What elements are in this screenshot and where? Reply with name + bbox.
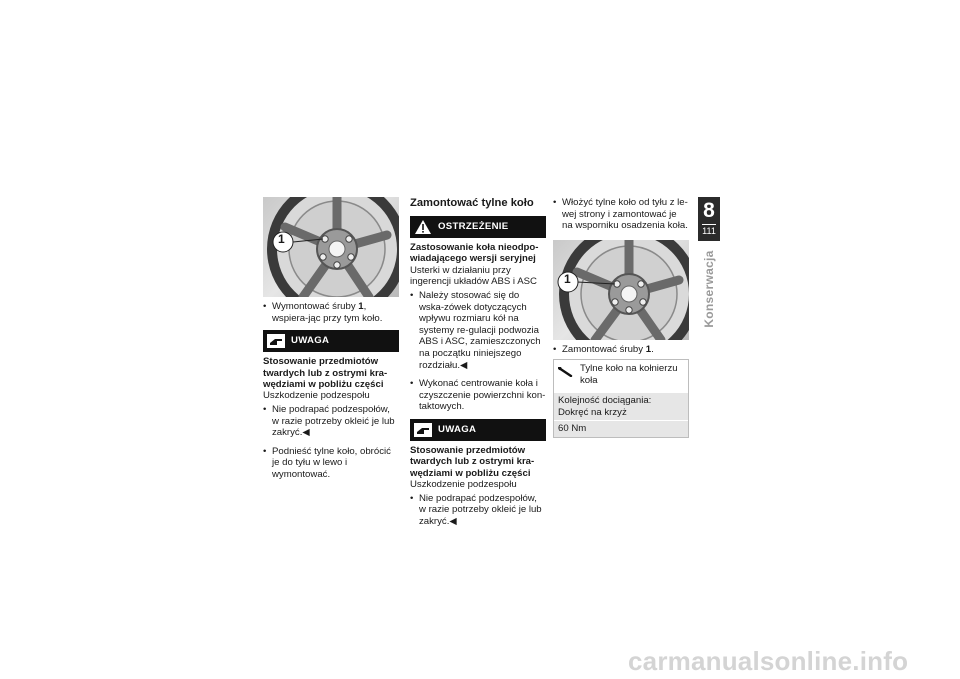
wheel-mounting-photo	[553, 240, 689, 340]
list-item: • Wymontować śruby 1, wspiera-jąc przy tym koło.	[263, 301, 399, 324]
warning-heading: Zastosowanie koła nieodpo-wiadającego wersji seryjnej	[410, 242, 539, 265]
callout-label: 1	[564, 271, 571, 286]
warning-text: Usterki w działaniu przy ingerencji układów ABS i ASC	[410, 264, 537, 288]
list-item: • Podnieść tylne koło, obrócić je do tyłu w lewo i wymontować.	[263, 446, 399, 481]
column-2	[410, 197, 546, 528]
spec-title: Tylne koło na kołnierzu koła	[580, 363, 678, 386]
hand-notice-icon	[267, 333, 285, 349]
chapter-number: 8	[703, 199, 715, 222]
torque-spec-box	[553, 359, 689, 438]
spec-torque-value: 60 Nm	[554, 420, 688, 437]
notice-banner: UWAGA	[263, 330, 399, 352]
wrench-icon	[558, 363, 580, 386]
notice-heading: Stosowanie przedmiotów twardych lub z ostrymi kra-wędziami w pobliżu części	[263, 356, 388, 390]
list-item: • Włożyć tylne koło od tyłu z le-wej strony i zamontować je na wsporniku osadzenia koła.	[553, 197, 689, 232]
notice-banner: UWAGA	[410, 419, 546, 441]
spec-tightening-order: Kolejność dociągania: Dokręć na krzyż	[554, 392, 688, 420]
notice-heading: Stosowanie przedmiotów twardych lub z ostrymi kra-wędziami w pobliżu części	[410, 444, 535, 479]
list-item: • Wykonać centrowanie koła i czyszczenie powierzchni kon-taktowych.	[410, 378, 546, 413]
warning-banner: OSTRZEŻENIE	[410, 216, 546, 238]
callout-label: 1	[278, 232, 285, 246]
watermark: carmanualsonline.info	[628, 646, 909, 676]
column-3	[553, 197, 689, 438]
wheel-hub-photo	[263, 197, 399, 297]
notice-subtext: Uszkodzenie podzespołu	[410, 479, 517, 491]
warning-triangle-icon	[414, 219, 432, 235]
hand-notice-icon	[414, 422, 432, 438]
column-1	[263, 197, 399, 481]
page-number: 111	[702, 226, 716, 236]
section-title: Zamontować tylne koło	[410, 197, 534, 209]
list-item: • Zamontować śruby 1.	[553, 344, 689, 356]
wheel-illustration	[263, 197, 399, 297]
section-name: Konserwacja	[702, 250, 716, 328]
list-item: • Nie podrapać podzespołów, w razie potrzeby okleić je lub zakryć.◀	[263, 404, 399, 439]
chapter-tab	[698, 197, 720, 241]
notice-subtext: Uszkodzenie podzespołu	[263, 390, 370, 402]
list-item: • Należy stosować się do wska-zówek dotyczących wpływu rozmiaru kół na systemy re-gulacji podwozia ABS i ASC, zamieszczonych na początku niniejszego rozdziału.◀	[410, 290, 546, 371]
list-item: • Nie podrapać podzespołów, w razie potrzeby okleić je lub zakryć.◀	[410, 493, 546, 528]
wheel-illustration	[553, 240, 689, 340]
section-tab	[698, 244, 720, 334]
